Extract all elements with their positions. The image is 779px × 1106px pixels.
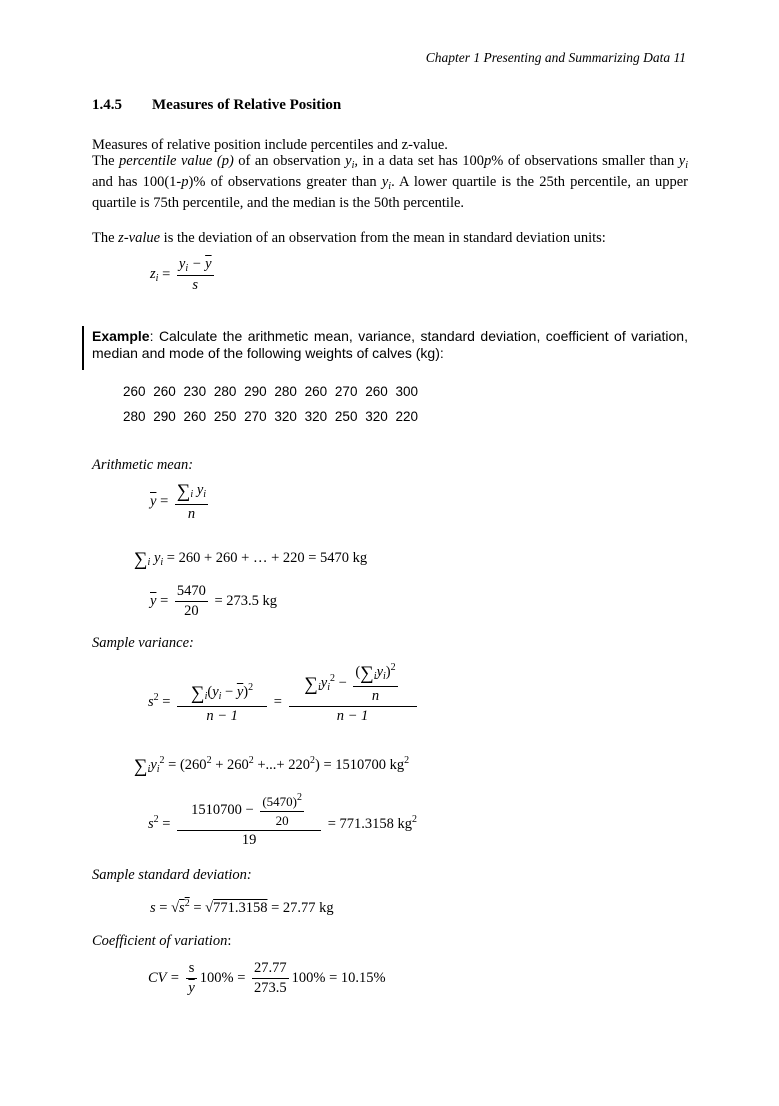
data-row-2: 280 290 260 250 270 320 320 250 320 220 (123, 409, 418, 424)
example-paragraph: Example: Calculate the arithmetic mean, variance, standard deviation, coefficient of variation, median and mode of the following weights of calves (kg): (92, 328, 688, 361)
heading-variance: Sample variance: (92, 635, 194, 651)
heading-mean: Arithmetic mean: (92, 457, 194, 473)
zvalue-formula: $z_i$ = $\frac{y_i - \overline{y}}{s}$ (150, 256, 212, 293)
variance-formula: $s^2$ = $\frac{\sum_i(y_i - \overline{y})^2}{n - 1}$ = $\sum_iy_i^2$ − $\frac{(\sum_iy_i)^2}{n}$ n − 1 (148, 662, 420, 725)
section-heading (92, 97, 341, 114)
running-header: Chapter 1 Presenting and Summarizing Data 11 (425, 50, 686, 65)
mean-calc: $\overline{y}$ = $\frac{5470}{20}$ = 273.5 kg (150, 583, 278, 619)
mean-formula: $\overline{y}$ = $\frac{\sum_i y_i}{n}$ (150, 481, 207, 522)
sum-squares-formula: $\sum_iy_i^2 = (260^2 + 260^2$ +...+ $220^2) = 1510700$ $kg^2$ (134, 755, 410, 777)
cv-formula: CV = $\frac{s}{y}$ 100% = $\frac{27.77}{273.5}$ 100% = 10.15% (148, 960, 386, 996)
section-number: 1.4.5 (92, 97, 122, 113)
percentile-definition: The percentile value (p) of an observation $y_i$, in a data set has 100p% of observations smaller than $y_i$ and has 100(1-p)% of observations greater than $y_i$. A lower quartile is the 25th percentile, an upper quartile is 75th percentile, and the median is the 50th percentile. (92, 153, 689, 211)
intro-line: Measures of relative position include percentiles and z-value. (92, 137, 448, 153)
data-row-1: 260 260 230 280 290 280 260 270 260 300 (123, 384, 418, 399)
sd-formula: $s = √s^2 = √771.3158 = 27.77$ kg (150, 898, 334, 916)
zvalue-paragraph: The z-value is the deviation of an observation from the mean in standard deviation units: (92, 230, 606, 246)
sum-formula: $\sum_i$ $y_i = 260 + 260$ + … + 220 = 5470 kg (134, 549, 368, 570)
heading-sd: Sample standard deviation: (92, 867, 252, 883)
variance-calc: $s^2$ = 1510700 − $\frac{(5470)^2}{20}$ 19 = 771.3158 $kg^2$ (148, 792, 418, 848)
example-margin-bar (82, 326, 84, 370)
section-title: Measures of Relative Position (152, 97, 342, 113)
heading-cv: Coefficient of variation: (92, 933, 232, 949)
intro-paragraph (92, 137, 688, 211)
